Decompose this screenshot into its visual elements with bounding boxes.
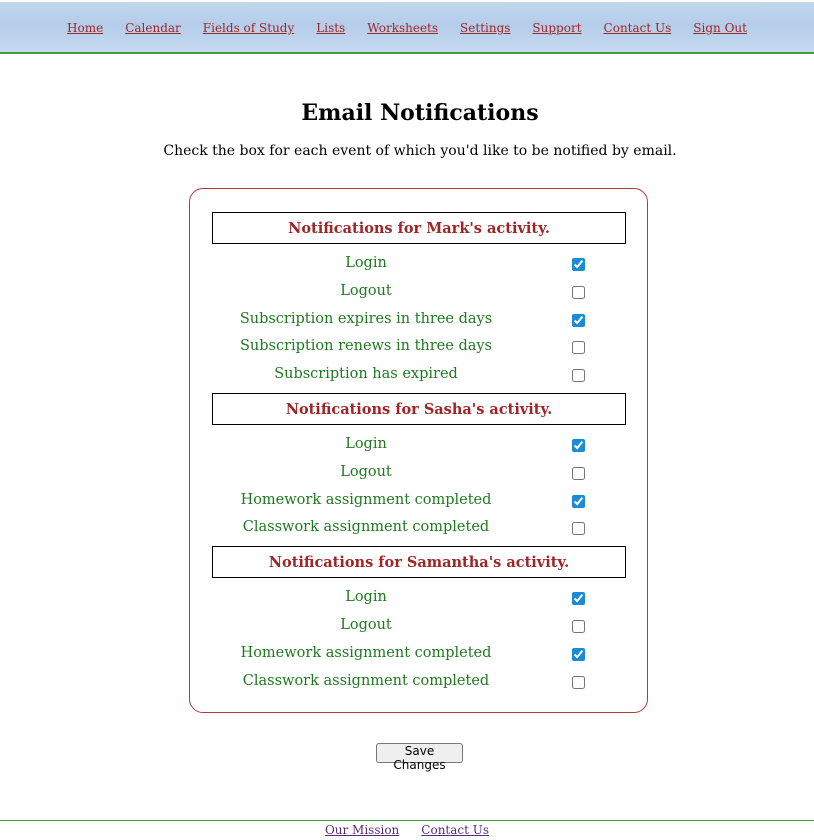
notifications-panel [189,188,648,713]
nav-contact-us-link[interactable]: Contact Us [603,21,672,35]
section-heading-sasha: Notifications for Sasha's activity. [212,393,626,425]
footer-contact-us-link[interactable]: Contact Us [421,823,490,837]
row-label: Classwork assignment completed [242,519,490,535]
row-label: Login [345,436,387,452]
mark-logout-checkbox[interactable] [572,286,585,299]
row-label: Subscription renews in three days [239,338,492,354]
nav-sign-out-link[interactable]: Sign Out [693,21,747,35]
page-title: Email Notifications [301,100,539,126]
footer-our-mission-link[interactable]: Our Mission [324,823,400,837]
nav-support-link[interactable]: Support [532,21,582,35]
mark-subscription-renews-checkbox[interactable] [572,341,585,354]
samantha-homework-checkbox[interactable] [572,648,585,661]
row-label: Homework assignment completed [240,645,492,661]
nav-lists-link[interactable]: Lists [316,21,346,35]
mark-login-checkbox[interactable] [572,258,585,271]
row-label: Logout [340,283,392,299]
section-heading-mark: Notifications for Mark's activity. [212,212,626,244]
nav-home-link[interactable]: Home [67,21,104,35]
samantha-logout-checkbox[interactable] [572,620,585,633]
nav-fields-of-study-link[interactable]: Fields of Study [202,21,295,35]
row-label: Login [345,255,387,271]
samantha-login-checkbox[interactable] [572,592,585,605]
nav-calendar-link[interactable]: Calendar [125,21,181,35]
row-label: Logout [340,464,392,480]
row-label: Subscription has expired [274,366,458,382]
top-nav-bar [0,2,814,54]
sasha-logout-checkbox[interactable] [572,467,585,480]
nav-worksheets-link[interactable]: Worksheets [367,21,439,35]
row-label: Homework assignment completed [240,492,492,508]
sasha-homework-checkbox[interactable] [572,495,585,508]
save-changes-button[interactable]: Save Changes [376,743,463,763]
page-intro: Check the box for each event of which you'd like to be notified by email. [163,143,677,159]
footer-divider [0,820,814,821]
mark-subscription-expired-checkbox[interactable] [572,369,585,382]
nav-settings-link[interactable]: Settings [460,21,511,35]
row-label: Classwork assignment completed [242,673,490,689]
row-label: Logout [340,617,392,633]
mark-subscription-expires-checkbox[interactable] [572,314,585,327]
sasha-login-checkbox[interactable] [572,439,585,452]
main-nav [0,21,814,35]
sasha-classwork-checkbox[interactable] [572,522,585,535]
row-label: Subscription expires in three days [239,311,493,327]
section-heading-samantha: Notifications for Samantha's activity. [212,546,626,578]
footer [0,823,814,837]
row-label: Login [345,589,387,605]
samantha-classwork-checkbox[interactable] [572,676,585,689]
